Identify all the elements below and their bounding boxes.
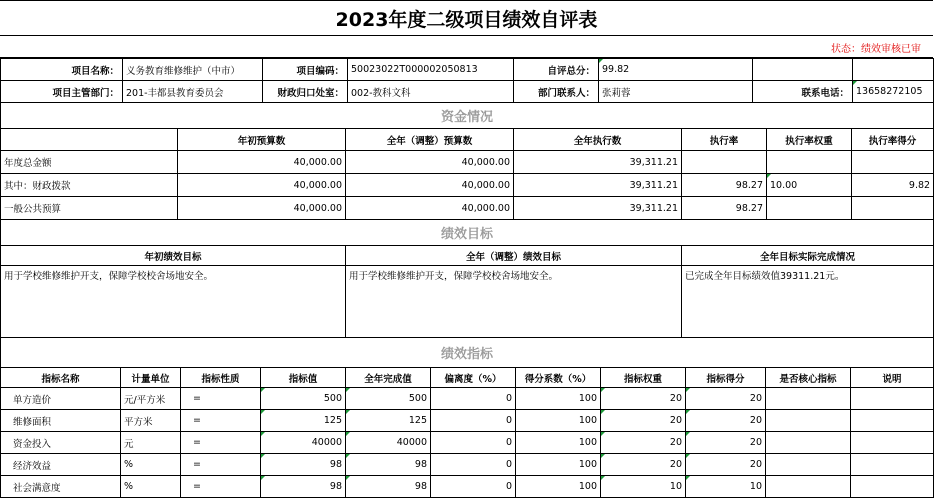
ind-name: 单方造价 — [1, 388, 121, 410]
goals-section-title: 绩效目标 — [1, 220, 934, 246]
ind-note[interactable] — [851, 432, 934, 454]
ind-score[interactable]: 20 — [686, 432, 766, 454]
ind-header-nature: 指标性质 — [181, 368, 261, 388]
ind-name: 维修面积 — [1, 410, 121, 432]
ind-header-coef: 得分系数（%） — [516, 368, 601, 388]
ind-header-score: 指标得分 — [686, 368, 766, 388]
funds-row-adjusted[interactable]: 40,000.00 — [346, 151, 514, 174]
phone-label: 联系电话： — [753, 81, 853, 103]
project-code-label: 项目编码： — [263, 59, 348, 81]
ind-dev[interactable]: 0 — [431, 410, 516, 432]
info-empty-cell-2[interactable] — [853, 59, 934, 81]
ind-header-core: 是否核心指标 — [766, 368, 851, 388]
ind-header-unit: 计量单位 — [121, 368, 181, 388]
table-row — [1, 174, 934, 197]
ind-note[interactable] — [851, 410, 934, 432]
table-row — [1, 476, 934, 498]
ind-core[interactable] — [766, 454, 851, 476]
goals-header-initial: 年初绩效目标 — [1, 246, 346, 266]
funds-section-title: 资金情况 — [1, 103, 934, 129]
funds-row-initial[interactable]: 40,000.00 — [178, 174, 346, 197]
funds-row-score[interactable]: 9.82 — [852, 174, 934, 197]
funds-header-initial: 年初预算数 — [178, 129, 346, 151]
table-row — [1, 432, 934, 454]
ind-note[interactable] — [851, 454, 934, 476]
ind-core[interactable] — [766, 388, 851, 410]
ind-weight[interactable]: 20 — [601, 432, 686, 454]
funds-header-score: 执行率得分 — [852, 129, 934, 151]
ind-header-weight: 指标权重 — [601, 368, 686, 388]
contact-value[interactable]: 张莉蓉 — [599, 81, 753, 103]
ind-coef[interactable]: 100 — [516, 388, 601, 410]
goals-table — [0, 219, 934, 338]
goals-adjusted-text[interactable]: 用于学校维修维护开支，保障学校校舍场地安全。 — [346, 266, 682, 338]
ind-nature[interactable]: = — [181, 388, 261, 410]
goals-actual-text[interactable]: 已完成全年目标绩效值39311.21元。 — [682, 266, 934, 338]
funds-row-weight[interactable] — [767, 151, 852, 174]
funds-row-rate[interactable]: 98.27 — [682, 197, 767, 220]
ind-coef[interactable]: 100 — [516, 454, 601, 476]
ind-value[interactable]: 40000 — [261, 432, 346, 454]
funds-row-name: 其中：财政拨款 — [1, 174, 178, 197]
ind-unit[interactable]: 平方米 — [121, 410, 181, 432]
ind-score[interactable]: 10 — [686, 476, 766, 498]
funds-row-executed[interactable]: 39,311.21 — [514, 151, 682, 174]
goals-header-adjusted: 全年（调整）绩效目标 — [346, 246, 682, 266]
ind-dev[interactable]: 0 — [431, 388, 516, 410]
ind-value[interactable]: 500 — [261, 388, 346, 410]
ind-core[interactable] — [766, 432, 851, 454]
ind-value[interactable]: 125 — [261, 410, 346, 432]
ind-score[interactable]: 20 — [686, 388, 766, 410]
ind-dev[interactable]: 0 — [431, 476, 516, 498]
ind-unit[interactable]: % — [121, 476, 181, 498]
self-score-label: 自评总分： — [514, 59, 599, 81]
goals-header-actual: 全年目标实际完成情况 — [682, 246, 934, 266]
ind-note[interactable] — [851, 388, 934, 410]
funds-row-initial[interactable]: 40,000.00 — [178, 151, 346, 174]
ind-weight[interactable]: 20 — [601, 454, 686, 476]
ind-name: 资金投入 — [1, 432, 121, 454]
funds-row-executed[interactable]: 39,311.21 — [514, 174, 682, 197]
goals-initial-text[interactable]: 用于学校维修维护开支，保障学校校舍场地安全。 — [1, 266, 346, 338]
funds-row-name: 年度总金额 — [1, 151, 178, 174]
dept-value[interactable]: 201-丰都县教育委员会 — [123, 81, 263, 103]
ind-done[interactable]: 98 — [346, 454, 431, 476]
ind-done[interactable]: 125 — [346, 410, 431, 432]
dept-label: 项目主管部门： — [1, 81, 123, 103]
ind-weight[interactable]: 20 — [601, 388, 686, 410]
ind-score[interactable]: 20 — [686, 454, 766, 476]
funds-row-score[interactable] — [852, 151, 934, 174]
ind-header-dev: 偏离度（%） — [431, 368, 516, 388]
funds-row-weight[interactable] — [767, 197, 852, 220]
ind-score[interactable]: 20 — [686, 410, 766, 432]
ind-nature[interactable]: = — [181, 410, 261, 432]
table-row — [1, 388, 934, 410]
project-name-label: 项目名称： — [1, 59, 123, 81]
table-row — [1, 454, 934, 476]
indicators-section-title: 绩效指标 — [1, 338, 934, 368]
ind-nature[interactable]: = — [181, 476, 261, 498]
funds-row-adjusted[interactable]: 40,000.00 — [346, 197, 514, 220]
self-score-value[interactable]: 99.82 — [599, 59, 753, 81]
ind-header-done: 全年完成值 — [346, 368, 431, 388]
ind-coef[interactable]: 100 — [516, 410, 601, 432]
funds-header-executed: 全年执行数 — [514, 129, 682, 151]
ind-core[interactable] — [766, 476, 851, 498]
ind-done[interactable]: 500 — [346, 388, 431, 410]
ind-unit[interactable]: 元/平方米 — [121, 388, 181, 410]
ind-name: 社会满意度 — [1, 476, 121, 498]
ind-name: 经济效益 — [1, 454, 121, 476]
funds-row-initial[interactable]: 40,000.00 — [178, 197, 346, 220]
info-table — [0, 58, 934, 103]
ind-value[interactable]: 98 — [261, 454, 346, 476]
ind-unit[interactable]: 元 — [121, 432, 181, 454]
sheet-title: 2023年度二级项目绩效自评表 — [0, 0, 933, 36]
ind-header-value: 指标值 — [261, 368, 346, 388]
ind-header-note: 说明 — [851, 368, 934, 388]
ind-core[interactable] — [766, 410, 851, 432]
finance-value[interactable]: 002-教科文科 — [348, 81, 514, 103]
ind-nature[interactable]: = — [181, 432, 261, 454]
funds-table — [0, 102, 934, 220]
ind-dev[interactable]: 0 — [431, 454, 516, 476]
table-row — [1, 197, 934, 220]
ind-nature[interactable]: = — [181, 454, 261, 476]
funds-row-adjusted[interactable]: 40,000.00 — [346, 174, 514, 197]
funds-header-adjusted: 全年（调整）预算数 — [346, 129, 514, 151]
ind-coef[interactable]: 100 — [516, 476, 601, 498]
funds-row-weight[interactable]: 10.00 — [767, 174, 852, 197]
info-empty-cell-1[interactable] — [753, 59, 853, 81]
ind-coef[interactable]: 100 — [516, 432, 601, 454]
indicators-table — [0, 337, 934, 498]
funds-header-weight: 执行率权重 — [767, 129, 852, 151]
table-row — [1, 410, 934, 432]
ind-weight[interactable]: 20 — [601, 410, 686, 432]
ind-dev[interactable]: 0 — [431, 432, 516, 454]
funds-header-blank — [1, 129, 178, 151]
ind-note[interactable] — [851, 476, 934, 498]
ind-header-name: 指标名称 — [1, 368, 121, 388]
funds-row-executed[interactable]: 39,311.21 — [514, 197, 682, 220]
phone-value[interactable]: 13658272105 — [853, 81, 934, 103]
ind-weight[interactable]: 10 — [601, 476, 686, 498]
funds-row-rate[interactable] — [682, 151, 767, 174]
contact-label: 部门联系人： — [514, 81, 599, 103]
project-code-value[interactable]: 50023022T000002050813 — [348, 59, 514, 81]
funds-row-name: 一般公共预算 — [1, 197, 178, 220]
ind-value[interactable]: 98 — [261, 476, 346, 498]
funds-header-rate: 执行率 — [682, 129, 767, 151]
ind-done[interactable]: 98 — [346, 476, 431, 498]
ind-unit[interactable]: % — [121, 454, 181, 476]
funds-row-score[interactable] — [852, 197, 934, 220]
finance-label: 财政归口处室： — [263, 81, 348, 103]
status-text: 状态：绩效审核已审 — [831, 44, 921, 55]
ind-done[interactable]: 40000 — [346, 432, 431, 454]
project-name-value[interactable]: 义务教育维修维护（中市） — [123, 59, 263, 81]
table-row — [1, 151, 934, 174]
status-row — [0, 36, 933, 58]
funds-row-rate[interactable]: 98.27 — [682, 174, 767, 197]
